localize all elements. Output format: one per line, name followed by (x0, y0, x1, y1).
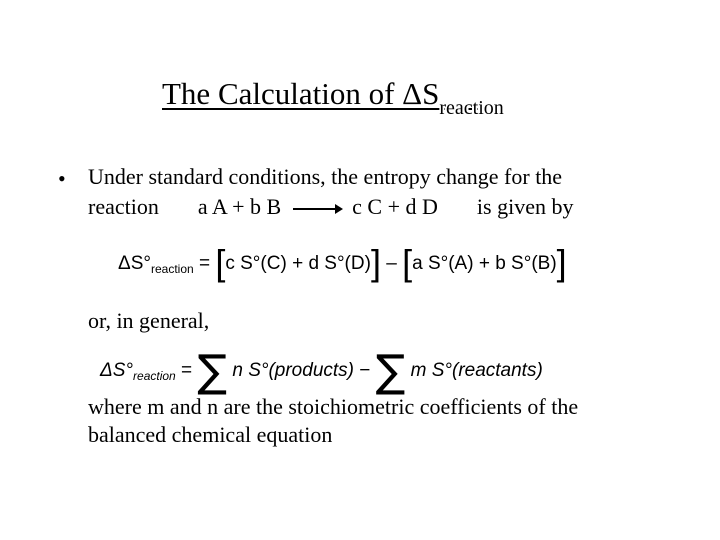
general-text: or, in general, (88, 308, 210, 333)
eq1-lhs-subscript: reaction (150, 262, 194, 276)
footer-line-1: where m and n are the stoichiometric coefficients of the (88, 394, 579, 419)
sum-icon: ∑ (197, 346, 228, 397)
right-bracket-icon: ] (370, 242, 381, 283)
reaction-arrow-icon (293, 208, 341, 210)
left-bracket-icon: [ (215, 242, 226, 283)
equation-general (100, 346, 543, 397)
eq2-minus: − (359, 360, 371, 381)
eq2-lhs: ΔS° (100, 360, 134, 381)
eq2-products-term: n S°(products) (232, 360, 354, 381)
footer-line-2: balanced chemical equation (88, 422, 333, 447)
right-bracket-icon: ] (556, 242, 567, 283)
eq1-reactants-term: a S°(A) + b S°(B) (412, 253, 557, 274)
bullet-marker: • (58, 166, 66, 191)
eq1-lhs: ΔS° (118, 253, 151, 274)
left-bracket-icon: [ (402, 242, 413, 283)
bullet-line-1: Under standard conditions, the entropy change for the (88, 164, 563, 189)
reaction-reactants: a A + b B (197, 194, 282, 219)
eq2-lhs-subscript: reaction (133, 369, 176, 383)
reaction-label: reaction (88, 194, 159, 219)
title-main: The Calculation of ΔS (162, 76, 440, 111)
eq2-reactants-term: m S°(reactants) (410, 360, 543, 381)
eq2-equals: = (181, 360, 193, 381)
eq1-equals: = (198, 253, 211, 274)
sum-icon: ∑ (375, 346, 406, 397)
slide-title (162, 74, 504, 118)
given-by-text: is given by (476, 194, 574, 219)
title-subscript: reaction (439, 97, 504, 119)
bullet-line-2 (88, 194, 573, 220)
eq1-products-term: c S°(C) + d S°(D) (225, 253, 371, 274)
equation-specific (118, 242, 567, 284)
reaction-products: c C + d D (352, 194, 438, 219)
eq1-minus: – (386, 253, 397, 274)
